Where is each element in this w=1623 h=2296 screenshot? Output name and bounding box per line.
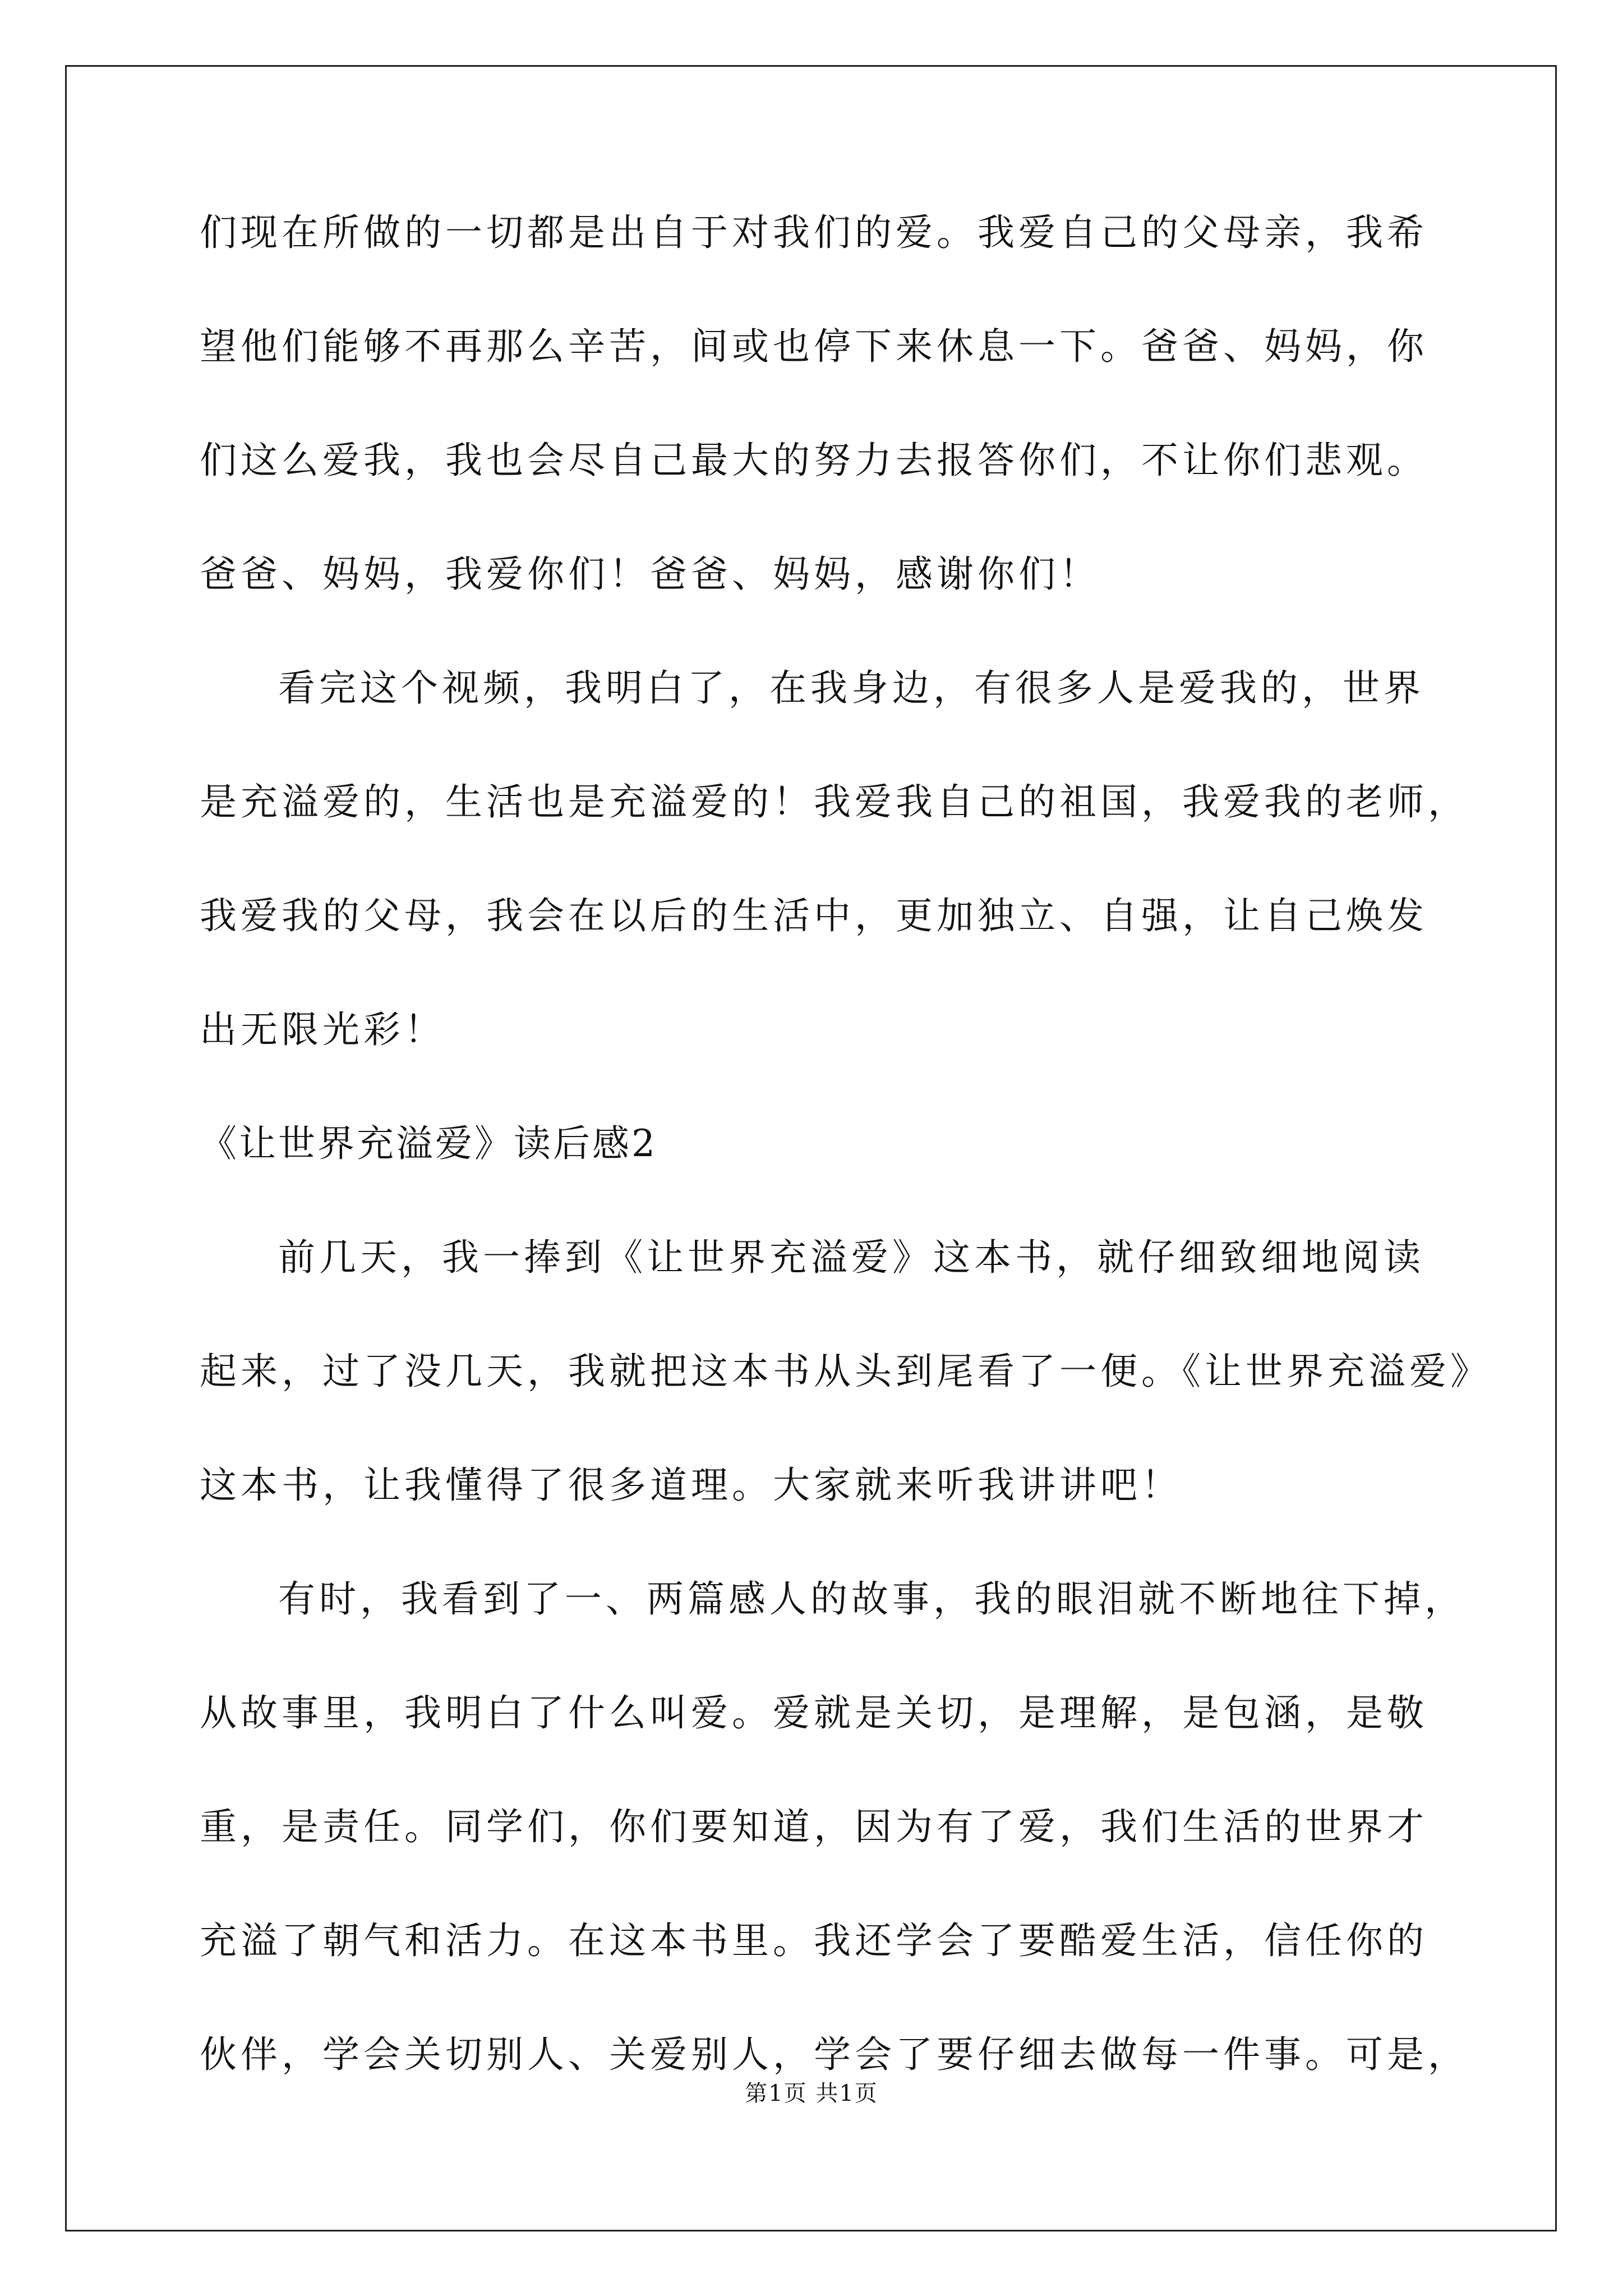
text-line: 望他们能够不再那么辛苦，间或也停下来休息一下。爸爸、妈妈，你: [200, 325, 1428, 368]
paragraph-start-line: 有时，我看到了一、两篇感人的故事，我的眼泪就不断地往下掉，: [278, 1577, 1465, 1621]
text-line: 起来，过了没几天，我就把这本书从头到尾看了一便。《让世界充溢爱》: [200, 1350, 1491, 1393]
text-line: 出无限光彩！: [200, 1008, 445, 1051]
text-line: 们这么爱我，我也会尽自己最大的努力去报答你们，不让你们悲观。: [200, 439, 1428, 482]
paragraph-start-line: 前几天，我一捧到《让世界充溢爱》这本书，就仔细致细地阅读: [278, 1236, 1424, 1279]
text-line: 爸爸、妈妈，我爱你们！爸爸、妈妈，感谢你们！: [200, 553, 1100, 596]
paragraph-start-line: 看完这个视频，我明白了，在我身边，有很多人是爱我的，世界: [278, 666, 1424, 710]
document-body: [200, 211, 1491, 2150]
text-line: 从故事里，我明白了什么叫爱。爱就是关切，是理解，是包涵，是敬: [200, 1691, 1428, 1734]
section-heading: 《让世界充溢爱》读后感2: [200, 1122, 657, 1165]
text-line: 重，是责任。同学们，你们要知道，因为有了爱，我们生活的世界才: [200, 1805, 1428, 1848]
text-line: 伙伴，学会关切别人、关爱别人，学会了要仔细去做每一件事。可是，: [200, 2033, 1469, 2076]
text-line: 我爱我的父母，我会在以后的生活中，更加独立、自强，让自己焕发: [200, 894, 1428, 937]
text-line: 充溢了朝气和活力。在这本书里。我还学会了要酷爱生活，信任你的: [200, 1919, 1428, 1962]
text-line: 这本书，让我懂得了很多道理。大家就来听我讲讲吧！: [200, 1464, 1182, 1507]
page-footer: 第1页 共1页: [745, 2081, 878, 2106]
text-line: 们现在所做的一切都是出自于对我们的爱。我爱自己的父母亲，我希: [200, 211, 1428, 254]
text-line: 是充溢爱的，生活也是充溢爱的！我爱我自己的祖国，我爱我的老师，: [200, 780, 1469, 823]
